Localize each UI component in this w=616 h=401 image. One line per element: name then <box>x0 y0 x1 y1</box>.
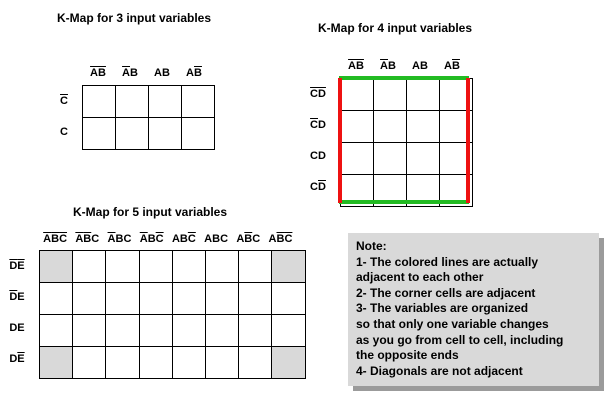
kmap3-cell <box>83 118 116 150</box>
kmap5-row-label <box>4 322 30 335</box>
kmap4-top-edge-line <box>339 76 469 80</box>
kmap5-row-label <box>4 291 30 304</box>
kmap5-cell <box>40 315 73 347</box>
kmap5-column-label <box>264 233 296 246</box>
kmap5-cell <box>272 347 305 379</box>
kmap4-row-label-text: $\overline{C}D$ <box>310 118 326 131</box>
kmap3-column-label <box>178 67 210 80</box>
kmap4-row-label-text: CD <box>310 149 326 162</box>
kmap4-cell <box>407 79 440 111</box>
kmap4-cell <box>407 143 440 175</box>
kmap3-cell <box>182 86 215 118</box>
kmap5-cell <box>139 315 172 347</box>
kmap5-cell <box>205 347 238 379</box>
kmap5-column-label-text: $A\overline{B}C$ <box>236 233 261 245</box>
kmap5-row-label-text: $\overline{D}E$ <box>9 290 25 303</box>
kmap5-column-label-text: $\overline{A}B\overline{C}$ <box>139 233 164 245</box>
kmap5-column-label <box>168 233 200 246</box>
kmap4-bottom-edge-line <box>339 200 469 204</box>
kmap3-cell <box>116 86 149 118</box>
kmap3-column-label <box>146 67 178 80</box>
kmap4-left-edge-line <box>338 78 342 203</box>
kmap5-cell <box>106 347 139 379</box>
kmap5-cell <box>106 283 139 315</box>
kmap4-cell <box>341 111 374 143</box>
kmap5-cell <box>139 251 172 283</box>
kmap5-column-label-text: $AB\overline{C}$ <box>171 233 196 245</box>
kmap4-row-label-text: $C\overline{D}$ <box>310 180 326 193</box>
kmap4-row-label <box>306 119 330 132</box>
kmap5-row-label-text: $\overline{D}\overline{E}$ <box>9 259 25 272</box>
kmap5-cell <box>205 251 238 283</box>
kmap4-row-label <box>306 88 330 101</box>
kmap5-cell <box>205 315 238 347</box>
kmap5-row-label-text: DE <box>9 321 25 334</box>
kmap5-cell <box>73 283 106 315</box>
note-line: 4- Diagonals are not adjacent <box>356 363 523 378</box>
kmap5-column-label <box>232 233 264 246</box>
kmap5-column-label-text: ABC <box>204 233 229 245</box>
note-box <box>348 233 599 386</box>
kmap4-column-label <box>372 60 404 73</box>
note-line: 3- The variables are organized <box>356 301 529 316</box>
kmap3-cell <box>149 118 182 150</box>
kmap3-column-label-text: $A\overline{B}$ <box>186 67 202 79</box>
kmap5-cell <box>239 315 272 347</box>
kmap5-cell <box>73 347 106 379</box>
note-title: Note: <box>356 239 387 253</box>
kmap3-row-label <box>56 95 72 108</box>
kmap3-column-label-text: AB <box>154 67 170 79</box>
kmap5-cell <box>172 347 205 379</box>
note-line: adjacent to each other <box>356 270 484 285</box>
kmap5-cell <box>73 251 106 283</box>
kmap4-cell <box>374 79 407 111</box>
kmap4-cell <box>341 143 374 175</box>
kmap5-cell <box>139 283 172 315</box>
kmap5-cell <box>139 347 172 379</box>
kmap3-column-label <box>114 67 146 80</box>
note-line: so that only one variable changes <box>356 316 549 331</box>
kmap3-title: K-Map for 3 input variables <box>57 11 212 25</box>
kmap4-row-label <box>306 150 330 163</box>
kmap3-column-label <box>82 67 114 80</box>
kmap3-cell <box>182 118 215 150</box>
kmap5-row-label-text: $D\overline{E}$ <box>9 352 25 365</box>
kmap4-right-edge-line <box>466 78 470 203</box>
kmap5-column-label-text: $\overline{A}\overline{B}\overline{C}$ <box>43 233 68 245</box>
kmap3-cell <box>116 118 149 150</box>
kmap5-cell <box>205 283 238 315</box>
kmap4-grid <box>340 78 473 207</box>
kmap5-column-label-text: $\overline{A}BC$ <box>107 233 132 245</box>
note-line: the opposite ends <box>356 348 459 363</box>
kmap5-cell <box>172 283 205 315</box>
kmap3-cell <box>149 86 182 118</box>
kmap5-cell <box>272 283 305 315</box>
kmap5-title: K-Map for 5 input variables <box>73 205 228 219</box>
kmap4-cell <box>374 111 407 143</box>
kmap4-column-label <box>436 60 468 73</box>
kmap5-cell <box>172 251 205 283</box>
kmap3-row-label-text: $\overline{C}$ <box>60 94 68 107</box>
kmap5-cell <box>172 315 205 347</box>
kmap5-cell <box>40 251 73 283</box>
note-line: 1- The colored lines are actually <box>356 254 539 269</box>
kmap4-column-label-text: $A\overline{B}$ <box>444 60 460 72</box>
kmap5-row-label <box>4 260 30 273</box>
kmap4-title: K-Map for 4 input variables <box>318 21 473 35</box>
kmap5-cell <box>106 315 139 347</box>
kmap4-column-label-text: $\overline{A}\overline{B}$ <box>348 60 364 72</box>
kmap5-column-label-text: $A\overline{B}\overline{C}$ <box>268 233 293 245</box>
note-line: as you go from cell to cell, including <box>356 332 564 347</box>
kmap3-row-label-text: C <box>60 125 68 138</box>
kmap5-cell <box>73 315 106 347</box>
kmap3-column-label-text: $\overline{A}\overline{B}$ <box>90 67 106 79</box>
kmap5-cell <box>239 347 272 379</box>
kmap5-cell <box>106 251 139 283</box>
kmap5-grid <box>39 250 306 379</box>
kmap5-column-label-text: $\overline{A}\overline{B}C$ <box>75 233 100 245</box>
kmap4-row-label <box>306 181 330 194</box>
kmap5-column-label <box>200 233 232 246</box>
kmap3-column-label-text: $\overline{A}B$ <box>122 67 138 79</box>
kmap4-cell <box>374 143 407 175</box>
kmap5-column-label <box>136 233 168 246</box>
kmap4-column-label <box>340 60 372 73</box>
kmap5-cell <box>40 347 73 379</box>
kmap5-cell <box>272 315 305 347</box>
kmap5-column-label <box>71 233 103 246</box>
kmap5-column-label <box>103 233 135 246</box>
kmap5-cell <box>239 283 272 315</box>
note-line: 2- The corner cells are adjacent <box>356 285 536 300</box>
kmap4-column-label-text: AB <box>412 60 428 72</box>
kmap4-cell <box>407 111 440 143</box>
kmap5-cell <box>40 283 73 315</box>
kmap4-column-label <box>404 60 436 73</box>
kmap5-cell <box>239 251 272 283</box>
kmap4-cell <box>341 79 374 111</box>
kmap5-row-label <box>4 353 30 366</box>
kmap5-cell <box>272 251 305 283</box>
kmap4-column-label-text: $\overline{A}B$ <box>380 60 396 72</box>
kmap5-column-label <box>39 233 71 246</box>
kmap3-grid <box>82 85 215 150</box>
kmap4-row-label-text: $\overline{C}\overline{D}$ <box>310 87 326 100</box>
kmap3-row-label <box>56 126 72 139</box>
kmap3-cell <box>83 86 116 118</box>
